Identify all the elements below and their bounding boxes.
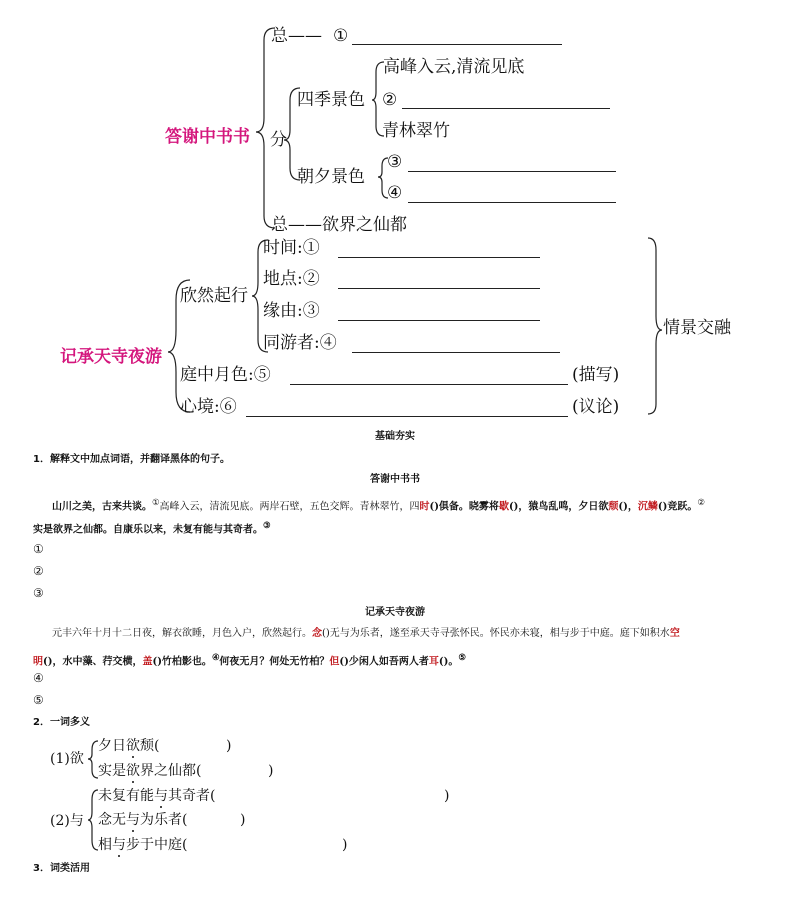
p1-seg-d: ()，猿鸟乱鸣，夕日欲 [508,501,609,513]
xinjing-line [246,416,568,417]
p1-sup-3: ③ [263,520,271,530]
answer-4: ④ [33,671,44,685]
diagram2-title: 记承天寺夜游 [60,347,162,367]
blank-2-label: ② [382,90,398,110]
q2-g1-item1-end: ) [226,738,232,754]
q2-g2-item1-end: ) [444,788,450,804]
p2-seg-b: ()无与为乐者，遂至承天寺寻张怀民。怀民亦未寝，相与步于中庭。庭下如积水 [322,628,670,639]
zhaoxi-label: 朝夕景色 [297,167,365,187]
q2-g2-item3 [98,836,187,854]
tingzhong-label: 庭中月色:⑤ [180,365,271,385]
p2-seg-g: ()。 [438,656,459,668]
q2-group1-label: (1)欲 [50,751,84,767]
yuanyou-label: 缘由:③ [263,301,320,321]
yuanyou-line [338,320,540,321]
q2-group2-label: (2)与 [50,813,84,829]
q3-label: 3．词类活用 [33,863,90,874]
qinglin-text: 青林翠竹 [382,121,450,141]
p1-line2-text: 实是欲界之仙都。自康乐以来，未复有能与其奇者。 [33,524,263,536]
tongyou-label: 同游者:④ [263,333,337,353]
q1-label: 1．解释文中加点词语，并翻译黑体的句子。 [33,454,230,465]
g2-i3-key: 与 [112,837,126,853]
q2-g2-item2 [98,811,187,829]
p1-seg-f: ()竞跃。 [657,501,698,513]
g2-i1-pre: 未复有能 [98,788,154,804]
diagram1-title: 答谢中书书 [165,127,250,147]
p1-seg-a: 山川之美，古来共谈。 [52,501,152,513]
gaofeng-text: 高峰入云,清流见底 [383,57,525,77]
p2-sup-5: ⑤ [458,652,466,662]
g2-i1-key: 与 [154,788,168,804]
xinran-label: 欣然起行 [180,286,248,306]
section-title: 基础夯实 [375,431,415,442]
p2-sup-4: ④ [211,652,220,662]
text1-para-line2 [33,518,270,537]
text2-title: 记承天寺夜游 [365,607,425,618]
blank-4-label: ④ [387,183,403,203]
blank-1-line [352,44,562,45]
q2-label: 2．一词多义 [33,717,90,728]
p2-seg-c: ()，水中藻、荇交横， [43,656,143,668]
g2-i2-pre: 念无 [98,812,126,828]
p2-key-er: 耳 [428,656,439,668]
p2-key-kong: 空 [669,628,680,639]
blank-3-label: ③ [387,152,403,172]
q2-g2-item3-end: ) [342,837,348,853]
text2-para-line2 [33,650,466,669]
didian-label: 地点:② [263,269,320,289]
p1-sup-1: ① [152,497,160,507]
p2-seg-f: ()少闲人如吾两人者 [339,656,429,668]
text1-para-line1 [52,495,705,514]
p1-seg-b: 高峰入云，清流见底。两岸石壁，五色交辉。青林翠竹，四 [159,501,420,513]
p2-seg-e: 何夜无月？何处无竹柏？ [219,656,330,668]
g1-i2-pre: 实是 [98,763,126,779]
p2-key-nian: 念 [312,628,322,639]
p1-sup-2: ② [697,497,705,507]
g2-i3-post: 步于中庭( [126,837,188,853]
shijian-line [338,257,540,258]
g1-i1-pre: 夕日 [98,738,126,754]
q2-g1-item2-end: ) [268,763,274,779]
fen-label: 分 [270,130,287,150]
qingjing-label: 情景交融 [663,318,731,338]
answer-1: ① [33,542,44,556]
tingzhong-line [290,384,568,385]
p2-key-ming: 明 [33,656,43,668]
g2-i2-key: 与 [126,812,140,828]
answer-2: ② [33,564,44,578]
p1-seg-e: ()， [618,501,638,513]
g2-i3-pre: 相 [98,837,112,853]
g1-i1-key: 欲 [126,738,140,754]
q2-g2-item2-end: ) [240,812,246,828]
didian-line [338,288,540,289]
answer-5: ⑤ [33,693,44,707]
p2-key-dan: 但 [329,656,340,668]
zong-label-2: 总——欲界之仙都 [271,215,407,235]
q2-g2-item1 [98,787,215,805]
p1-key-tui: 颓 [608,501,619,513]
miaoxie-label: (描写) [572,365,620,385]
q2-g1-item2 [98,762,201,780]
text1-title: 答谢中书书 [370,474,420,485]
g2-i1-post: 其奇者( [168,788,216,804]
blank-2-line [402,108,610,109]
p1-key-shi: 时 [419,501,430,513]
xinjing-label: 心境:⑥ [180,397,237,417]
tongyou-line [352,352,560,353]
yilun-label: (议论) [572,397,620,417]
p2-key-gai: 盖 [142,656,153,668]
blank-4-line [408,202,616,203]
p2-seg-a: 元丰六年十月十二日夜，解衣欲睡，月色入户，欣然起行。 [52,628,312,639]
shijian-label: 时间:① [263,238,320,258]
siji-label: 四季景色 [297,90,365,110]
p1-key-xie: 歇 [498,501,509,513]
g1-i2-key: 欲 [126,763,140,779]
g2-i2-post: 为乐者( [140,812,188,828]
p2-seg-d: ()竹柏影也。 [152,656,212,668]
text2-para-line1 [52,627,680,641]
answer-3: ③ [33,586,44,600]
g1-i1-post: 颓( [140,738,160,754]
q2-g1-item1 [98,737,159,755]
g1-i2-post: 界之仙都( [140,763,202,779]
p1-seg-c: ()俱备。晓雾将 [429,501,499,513]
zong-label-1: 总—— [271,26,322,46]
blank-1-label: ① [333,26,349,46]
blank-3-line [408,171,616,172]
p1-key-chenlin: 沉鳞 [637,501,658,513]
